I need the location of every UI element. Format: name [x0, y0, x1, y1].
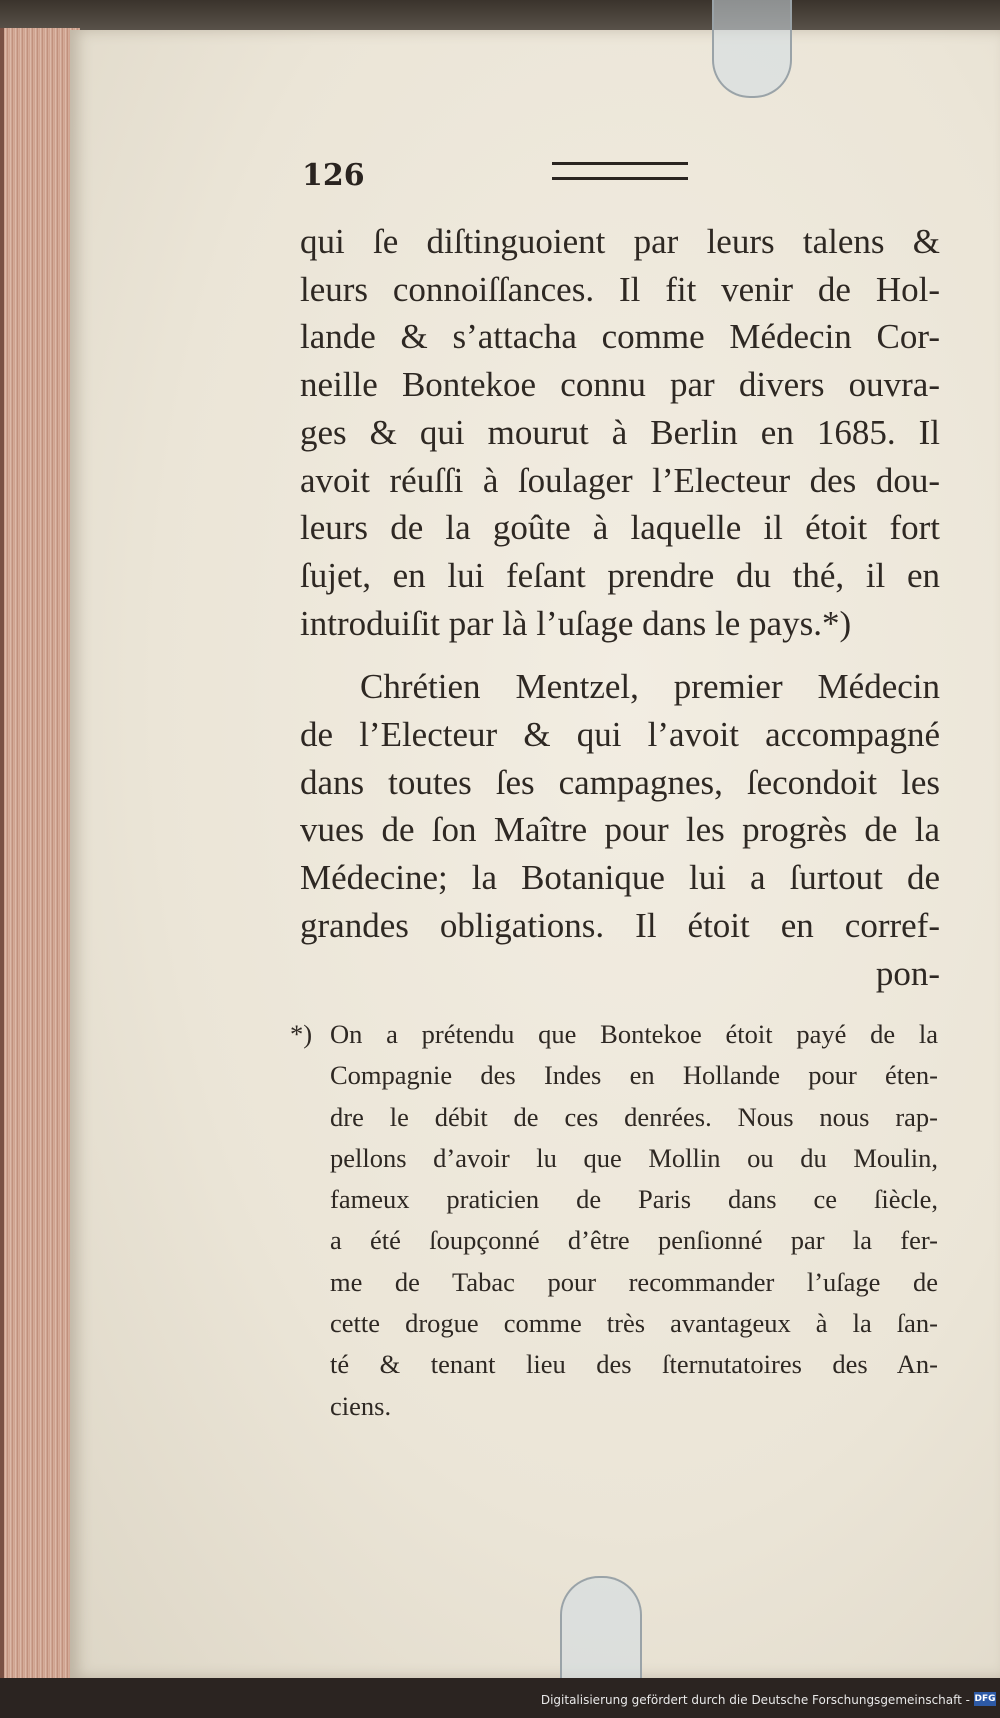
text-line: ges & qui mourut à Berlin en 1685. Il [300, 412, 940, 452]
text-line: qui ſe diſtinguoient par leurs talens & [300, 222, 940, 261]
body-text [300, 218, 940, 997]
footnote-line: dre le débit de ces denrées. Nous nous rap- [330, 1101, 938, 1132]
text-line: leurs connoiſſances. Il fit venir de Hol- [300, 269, 940, 309]
footnote-line: ciens. [330, 1390, 392, 1421]
page-number: 126 [302, 158, 365, 193]
paragraph-gap [300, 647, 940, 663]
footnote-line: fameux praticien de Paris dans ce ſiècle, [330, 1184, 938, 1215]
text-line: dans toutes ſes campagnes, ſecondoit les [300, 762, 940, 802]
header-rule [552, 162, 688, 180]
page-clip-bottom [560, 1576, 642, 1682]
dfg-logo: DFG [974, 1694, 996, 1704]
text-line: introduiſit par là l’uſage dans le pays.*) [300, 603, 852, 643]
text-line: grandes obligations. Il étoit en corref- [300, 905, 940, 945]
footnote-line: a été ſoupçonné d’être penſionné par la fer- [330, 1225, 938, 1256]
text-line: de l’Electeur & qui l’avoit accompagné [300, 715, 940, 755]
digitization-credit: Digitalisierung gefördert durch die Deutsche Forschungsgemeinschaft - [540, 1693, 970, 1707]
text-line: Médecine; la Botanique lui a ſurtout de [300, 858, 940, 898]
page-clip-top [712, 0, 792, 98]
footnote [290, 1014, 938, 1427]
text-line: Chrétien Mentzel, premier Médecin [360, 667, 940, 707]
footnote-line: pellons d’avoir lu que Mollin ou du Moulin, [330, 1142, 938, 1173]
text-line: vues de ſon Maître pour les progrès de la [300, 810, 940, 850]
text-line: lande & s’attacha comme Médecin Cor- [300, 317, 940, 357]
footnote-line: té & tenant lieu des ſternutatoires des An- [330, 1349, 938, 1380]
text-line: avoit réuſſi à ſoulager l’Electeur des dou- [300, 460, 940, 500]
text-line: leurs de la goûte à laquelle il étoit fort [300, 508, 940, 548]
text-line: ſujet, en lui feſant prendre du thé, il en [300, 555, 940, 595]
scan-top-band [0, 0, 1000, 34]
book-page-edges [0, 28, 80, 1678]
footnote-line: Compagnie des Indes en Hollande pour éten- [330, 1060, 938, 1091]
footnote-marker: *) [290, 1019, 313, 1049]
catchword: pon- [875, 953, 940, 993]
footnote-line: On a prétendu que Bontekoe étoit payé de la [330, 1019, 938, 1049]
footnote-line: cette drogue comme très avantageux à la ſan- [330, 1308, 938, 1339]
footnote-line: me de Tabac pour recommander l’uſage de [330, 1266, 938, 1297]
text-line: neille Bontekoe connu par divers ouvra- [300, 365, 940, 405]
